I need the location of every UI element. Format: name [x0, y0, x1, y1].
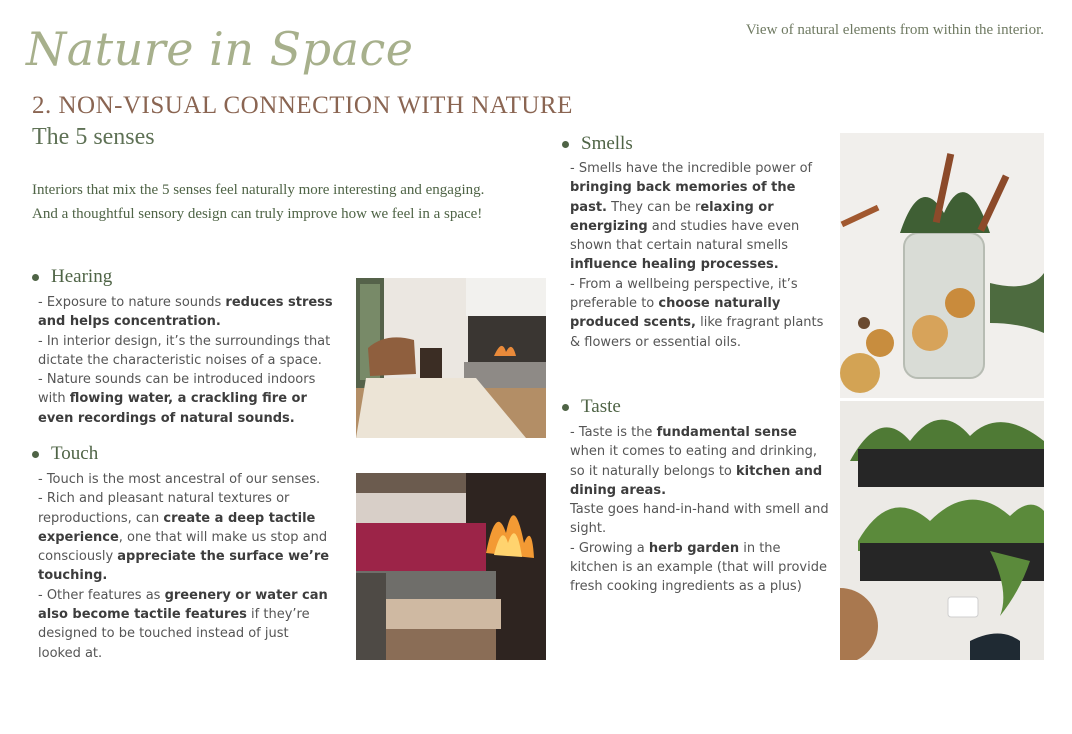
- smells-heading: [560, 133, 633, 155]
- text-run: - Growing a: [570, 540, 649, 556]
- hearing-text: [38, 293, 340, 428]
- section-title: 2. NON-VISUAL CONNECTION WITH NATURE: [32, 92, 573, 119]
- text-run: and studies have even shown that certain natural smells: [570, 218, 800, 254]
- bold-run: flowing water, a crackling fire or even recordings of natural sounds.: [38, 391, 307, 426]
- hearing-title: Hearing: [51, 266, 113, 287]
- text-run: when it comes to eating and drinking, so it naturally belongs to: [570, 444, 818, 479]
- taste-text: [570, 423, 832, 597]
- bullet-icon: [32, 274, 39, 281]
- bold-run: bringing back memories of the past.: [570, 180, 796, 215]
- bold-run: elaxing or energizing: [570, 199, 774, 234]
- touch-title: Touch: [51, 443, 99, 464]
- touch-text: [38, 470, 334, 663]
- bold-run: choose naturally produced scents,: [570, 296, 781, 331]
- text-run: - Other features as: [38, 587, 165, 603]
- smells-text: [570, 159, 832, 352]
- text-run: - In interior design, it’s the surroundings that dictate the characteristic noises of a space.: [38, 333, 331, 368]
- taste-heading: [560, 396, 621, 418]
- potpourri-jar-illustration: [840, 133, 1044, 398]
- text-run: - Exposure to nature sounds: [38, 295, 226, 310]
- text-run: Taste goes hand-in-hand with smell and sight.: [570, 502, 829, 537]
- intro-text: [32, 178, 552, 226]
- text-run: - Touch is the most ancestral of our senses.: [38, 472, 321, 487]
- text-run: - Nature sounds can be introduced indoors with: [38, 372, 316, 407]
- text-run: if they’re designed to be touched instead of just looked at.: [38, 607, 310, 661]
- header-note: View of natural elements from within the interior.: [745, 22, 1044, 38]
- bold-run: reduces stress and helps concentration.: [38, 295, 333, 330]
- text-run: - Smells have the incredible power of: [570, 161, 813, 176]
- bold-run: appreciate the surface we’re touching.: [38, 549, 330, 584]
- fireplace-room-illustration: [356, 278, 546, 438]
- text-run: They can be r: [606, 199, 701, 215]
- text-run: in the kitchen is an example (that will provide fresh cooking ingredients as a plus): [570, 540, 827, 595]
- blankets-fire-illustration: [356, 473, 546, 660]
- touch-heading: [30, 443, 98, 465]
- text-run: , one that will make us stop and consciously: [38, 529, 328, 565]
- intro-line-2: And a thoughtful sensory design can truly improve how we feel in a space!: [32, 206, 483, 222]
- bullet-icon: [562, 141, 569, 148]
- hearing-heading: [30, 266, 112, 288]
- bullet-icon: [32, 451, 39, 458]
- intro-line-1: Interiors that mix the 5 senses feel naturally more interesting and engaging.: [32, 182, 485, 198]
- text-run: - From a wellbeing perspective, it’s preferable to: [570, 276, 798, 312]
- blankets-fire-photo: [356, 473, 546, 660]
- bold-run: greenery or water can also become tactile features: [38, 587, 328, 623]
- smells-title: Smells: [581, 133, 633, 154]
- page-title: Nature in Space: [26, 22, 414, 76]
- text-run: like fragrant plants & flowers or essential oils.: [570, 315, 824, 350]
- bold-run: fundamental sense: [656, 425, 797, 440]
- bold-run: herb garden: [648, 540, 740, 556]
- text-run: - Rich and pleasant natural textures or reproductions, can: [38, 491, 290, 526]
- taste-title: Taste: [581, 396, 621, 417]
- herb-garden-photo: [840, 401, 1044, 660]
- bold-run: influence healing processes.: [570, 257, 779, 273]
- text-run: - Taste is the: [570, 425, 657, 440]
- herb-garden-illustration: [840, 401, 1044, 660]
- section-subtitle: The 5 senses: [32, 124, 155, 150]
- bold-run: kitchen and dining areas.: [570, 463, 823, 498]
- bullet-icon: [562, 404, 569, 411]
- bold-run: create a deep tactile experience: [38, 510, 316, 545]
- potpourri-jar-photo: [840, 133, 1044, 398]
- fireplace-room-photo: [356, 278, 546, 438]
